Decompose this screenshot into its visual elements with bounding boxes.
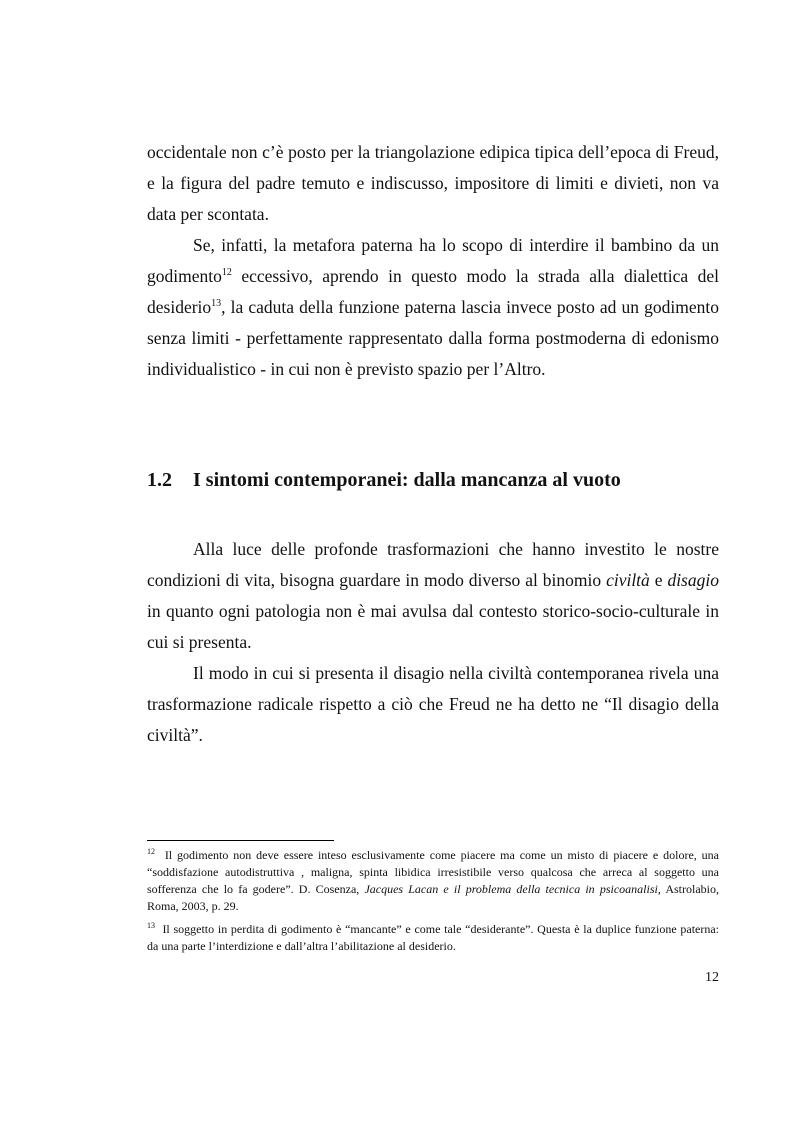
paragraph-3-text-a: Alla luce delle profonde trasformazioni che hanno investito le nostre condizioni di vita, bisogna guardare in modo diverso al binomio [147, 539, 719, 590]
paragraph-3 [147, 534, 719, 658]
footnote-12-text-b: , Astrolabio, Roma, 2003, p. 29. [147, 882, 719, 913]
paragraph-3-text-b: e [649, 570, 668, 590]
paragraph-2 [147, 230, 719, 385]
footnote-ref-13[interactable]: 13 [211, 298, 222, 309]
paragraph-1 [147, 137, 719, 230]
section-heading [147, 469, 621, 492]
page-number: 12 [705, 970, 719, 985]
footnote-13-text: Il soggetto in perdita di godimento è “mancante” e come tale “desiderante”. Questa è la duplice funzione paterna: da una parte l’interdizione e dall’altra l’abilitazione al desiderio. [147, 922, 720, 953]
footnote-13 [147, 921, 719, 955]
footnote-12-text-a: Il godimento non deve essere inteso esclusivamente come piacere ma come un misto di piacere e dolore, una “soddisfazione autodistruttiva , maligna, spinta libidica irresistibile verso qualcosa che arreca al soggetto una sofferenza che lo fa godere”. D. Cosenza, [147, 848, 720, 896]
section-title: I sintomi contemporanei: dalla mancanza al vuoto [193, 469, 621, 491]
paragraph-1-text: occidentale non c’è posto per la triangolazione edipica tipica dell’epoca di Freud, e la figura del padre temuto e indiscusso, impositore di limiti e divieti, non va data per scontata. [147, 142, 719, 224]
paragraph-2-text-b: eccessivo, aprendo in questo modo la strada alla dialettica del desiderio [147, 266, 719, 317]
emphasis-disagio: disagio [667, 570, 719, 590]
paragraph-4-text: Il modo in cui si presenta il disagio nella civiltà contemporanea rivela una trasformazione radicale rispetto a ciò che Freud ne ha detto ne “Il disagio della civiltà”. [147, 663, 719, 745]
emphasis-civilta: civiltà [606, 570, 650, 590]
section-number: 1.2 [147, 469, 172, 491]
footnote-separator [147, 840, 334, 841]
footnote-number: 13 [147, 921, 155, 930]
footnote-12 [147, 847, 719, 915]
paragraph-4 [147, 658, 719, 751]
footnote-number: 12 [147, 847, 155, 856]
paragraph-3-text-c: in quanto ogni patologia non è mai avulsa dal contesto storico-socio-culturale in cui si presenta. [147, 601, 719, 652]
footnote-ref-12[interactable]: 12 [221, 267, 232, 278]
paragraph-2-text-a: Se, infatti, la metafora paterna ha lo scopo di interdire il bambino da un godimento [147, 235, 719, 286]
paragraph-2-text-c: , la caduta della funzione paterna lascia invece posto ad un godimento senza limiti - perfettamente rappresentato dalla forma postmoderna di edonismo individualistico - in cui non è previsto spazio per l’Altro. [147, 297, 719, 379]
footnote-12-book-title: Jacques Lacan e il problema della tecnica in psicoanalisi [364, 882, 658, 896]
